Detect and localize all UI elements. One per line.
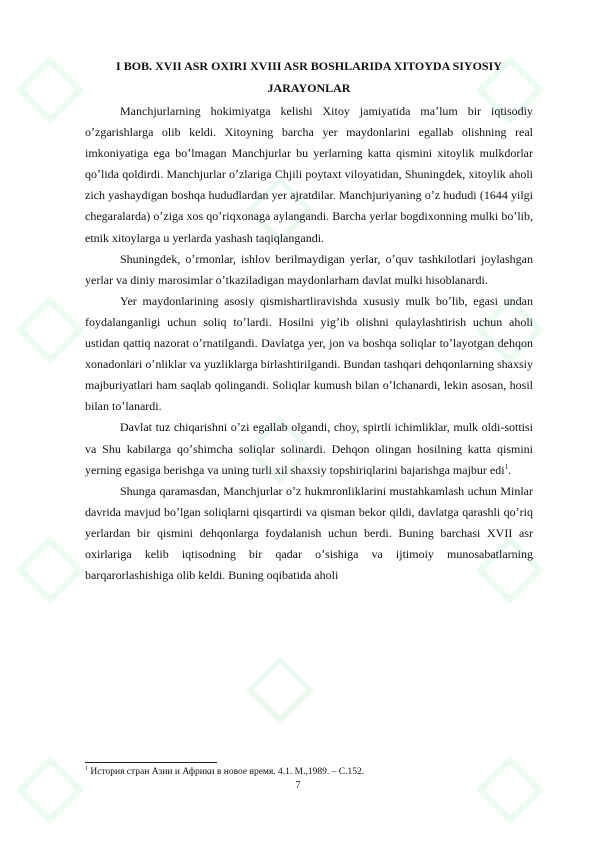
- paragraph-1: Manchjurlarning hokimiyatga kelishi Xitoy jamiyatida maʼlum bir iqtisodiy oʼzgarishlarga olib keldi. Xitoyning barcha yer maydonlarini egallab olishning real imkoniyatiga ega boʼlmagan Manchjurlar bu yerlarning katta qismini xitoylik mulkdorlar qoʼlida qoldirdi. Manchjurlar oʼzlariga Chjili poytaxt viloyatidan, Shuningdek, xitoylik aholi zich yashaydigan boshqa hududlardan yer ajratdilar. Manchjuriyaning oʼz hududi (1644 yilgi chegaralarda) oʼziga xos qoʼriqxonaga aylangandi. Barcha yerlar bogdixonning mulki boʼlib, etnik xitoylarga u yerlarda yashash taqiqlangandi.: [85, 104, 533, 245]
- footnote-reference[interactable]: 1: [504, 462, 509, 471]
- paragraph-3: Yer maydonlarining asosiy qismishartliravishda xususiy mulk boʼlib, egasi undan foydalanganligi uchun soliq toʼlardi. Hosilni yigʼib olishni qulaylashtirish uchun aholi ustidan qattiq nazorat oʼrnatilgandi. Davlatga yer, jon va boshqa soliqlar toʼlayotgan dehqon xonadonlari oʼnliklar va yuzliklarga birlashtirilgandi. Bundan tashqari dehqonlarning shaxsiy majburiyatlari ham saqlab qolingandi. Soliqlar kumush bilan oʼlchanardi, lekin asosan, hosil bilan toʼlanardi.: [85, 293, 534, 414]
- footnote: [85, 766, 533, 778]
- paragraph-5: Shunga qaramasdan, Manchjurlar oʼz hukmronliklarini mustahkamlash uchun Minlar davrida mavjud boʼlgan soliqlarni qisqartirdi va qisman bekor qildi, davlatga qarashli qoʼriq yerlardan bir qismini dehqonlarga foydalanish uchun berdi. Buning barchasi XVII asr oxirlariga kelib iqtisodning bir qadar oʼsishiga va ijtimoiy munosabatlarning barqarorlashishiga olib keldi. Buning oqibatida aholi: [85, 483, 533, 583]
- chapter-title: I BOB. XVII ASR OXIRI XVIII ASR BOSHLARIDA XITOYDA SIYOSIY JARAYONLAR: [116, 59, 502, 95]
- paragraph-2: Shuningdek, oʼrmonlar, ishlov berilmaydigan yerlar, oʼquv tashkilotlari joylashgan yerlar va diniy marosimlar oʼtkaziladigan maydonlarham davlat mulki hisoblanardi.: [85, 251, 533, 287]
- main-text: [85, 55, 533, 586]
- footnote-number: 1: [85, 765, 88, 772]
- page-number: 7: [295, 780, 301, 791]
- footnote-divider: [85, 762, 217, 763]
- paragraph-4: [85, 417, 533, 480]
- paragraph-4-period: .: [508, 462, 512, 477]
- footnote-text: История стран Азии и Африки в новое время. 4.1. М.,1989. – С.152.: [90, 767, 365, 777]
- paragraph-4-text: Davlat tuz chiqarishni oʼzi egallab olgandi, choy, spirtli ichimliklar, mulk oldi-sottisi va Shu kabilarga qoʼshimcha soliqlar solinardi. Dehqon olingan hosilning katta qismini yerning egasiga berishga va uning turli xil shaxsiy topshiriqlarini bajarishga majbur edi: [85, 420, 533, 477]
